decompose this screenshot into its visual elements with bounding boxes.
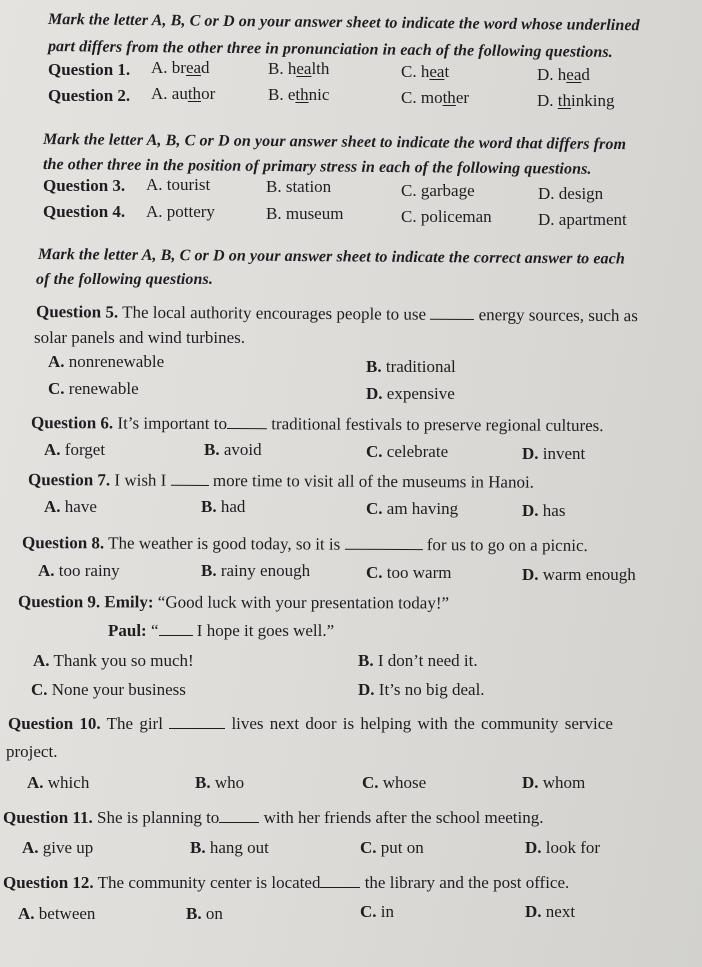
q11-option-b-letter: B. [190, 838, 206, 857]
section3-instruction-line2: of the following questions. [36, 271, 213, 288]
q2-option-b-letter: B. [268, 85, 284, 104]
question-9-speaker2: Paul: [108, 621, 147, 640]
q2-option-a-letter: A. [151, 84, 168, 103]
q1-option-a-pre: br [171, 58, 186, 77]
question-10-blank[interactable] [169, 714, 225, 729]
q2-option-d-underlined: th [557, 91, 572, 110]
question-7-stem-part1: I wish I [114, 470, 167, 490]
q12-option-a[interactable] [18, 904, 95, 924]
q7-option-a-text: have [64, 497, 97, 516]
q2-option-b-underlined: th [295, 85, 309, 104]
question-12-stem [3, 873, 569, 893]
q6-option-c[interactable] [366, 442, 448, 462]
q1-option-b-post: lth [311, 59, 330, 78]
q8-option-d-text: warm enough [542, 565, 636, 584]
question-5-stem [36, 302, 638, 326]
q1-option-c-post: t [444, 62, 450, 81]
q11-option-d[interactable] [525, 838, 600, 858]
q6-option-c-letter: C. [366, 442, 383, 461]
q4-option-b[interactable] [266, 204, 343, 224]
question-9-blank[interactable] [159, 621, 193, 636]
q9-option-c-letter: C. [31, 680, 48, 699]
q2-option-d[interactable] [537, 91, 614, 111]
question-9-label: Question 9. [17, 592, 101, 612]
q11-option-a-letter: A. [22, 838, 39, 857]
question-1 [48, 60, 130, 80]
q1-option-c-underlined: ea [429, 62, 445, 81]
q4-option-a[interactable] [146, 202, 215, 222]
q1-option-d-underlined: ea [566, 65, 582, 84]
question-9-stem [18, 592, 449, 614]
q12-option-d[interactable] [525, 902, 575, 922]
q8-option-b[interactable] [201, 561, 310, 581]
q6-option-b[interactable] [204, 440, 262, 460]
q1-option-c-letter: C. [401, 62, 417, 81]
question-4 [43, 202, 125, 222]
q12-option-d-letter: D. [525, 902, 542, 921]
question-8-blank[interactable] [345, 535, 423, 550]
q5-option-c[interactable] [48, 379, 139, 399]
question-8-label: Question 8. [21, 533, 105, 553]
q4-option-d[interactable] [538, 210, 627, 230]
question-11-stem [3, 808, 544, 828]
q10-option-a-text: which [47, 773, 90, 792]
question-12-stem-part1: The community center is located [97, 873, 321, 892]
question-9-reply [108, 621, 334, 641]
question-8-stem [22, 533, 588, 556]
question-9-line2-rest: I hope it goes well.” [196, 621, 335, 640]
q9-option-d-text: It’s no big deal. [378, 680, 485, 699]
q2-option-c-underlined: th [442, 88, 456, 107]
q1-option-a-post: d [201, 58, 210, 77]
q1-option-b-pre: h [287, 59, 297, 78]
question-10-stem-line2: project. [6, 742, 58, 761]
q12-option-c-text: in [380, 902, 395, 921]
q2-option-d-post: inking [571, 91, 615, 110]
q11-option-a-text: give up [42, 838, 94, 857]
q6-option-b-letter: B. [204, 440, 220, 459]
q1-option-b-underlined: ea [296, 59, 312, 78]
q6-option-b-text: avoid [223, 440, 262, 459]
section2-instruction-line1: Mark the letter A, B, C or D on your answer sheet to indicate the word that differs from [42, 131, 627, 154]
q5-option-c-letter: C. [48, 379, 65, 398]
q1-option-d[interactable] [537, 65, 590, 85]
question-2 [48, 86, 130, 106]
q5-option-a-text: nonrenewable [68, 352, 165, 371]
q11-option-a[interactable] [22, 838, 93, 858]
question-5-stem-part2: energy sources, such as [478, 305, 638, 326]
q5-option-d-text: expensive [386, 384, 455, 403]
q3-option-b[interactable] [266, 177, 331, 197]
q1-option-a-letter: A. [151, 58, 168, 77]
question-1-label: Question 1. [48, 60, 131, 79]
q9-option-d-letter: D. [358, 680, 375, 699]
q7-option-c-letter: C. [366, 499, 383, 518]
question-11-stem-part1: She is planning to [97, 808, 220, 827]
q4-option-c-text: policeman [420, 207, 492, 226]
question-6-stem-part2: traditional festivals to preserve regional cultures. [271, 414, 604, 435]
section3-instruction-line1: Mark the letter A, B, C or D on your answer sheet to indicate the correct answer to each [37, 246, 625, 268]
question-5-label: Question 5. [35, 302, 119, 322]
question-11-stem-part2: with her friends after the school meeting. [263, 808, 544, 827]
q10-option-c[interactable] [362, 773, 426, 793]
q1-option-c-pre: h [420, 62, 430, 81]
q5-option-a[interactable] [48, 352, 164, 372]
q8-option-d-letter: D. [522, 565, 539, 584]
q4-option-c-letter: C. [401, 207, 417, 226]
q5-option-a-letter: A. [48, 352, 65, 371]
q3-option-a-text: tourist [166, 175, 211, 194]
question-9-line2-open: “ [150, 621, 159, 640]
q6-option-a[interactable] [44, 440, 105, 460]
question-4-label: Question 4. [43, 202, 126, 221]
q3-option-d-letter: D. [538, 184, 555, 203]
q8-option-a-text: too rainy [58, 561, 120, 580]
q2-option-c-post: er [455, 88, 470, 107]
question-7-label: Question 7. [27, 470, 111, 490]
q8-option-a[interactable] [38, 561, 120, 581]
q3-option-d[interactable] [538, 184, 603, 204]
q5-option-b-letter: B. [366, 357, 382, 376]
q1-option-a-underlined: ea [185, 58, 202, 77]
question-7-stem-part2: more time to visit all of the museums in Hanoi. [212, 470, 535, 492]
q2-option-c-pre: mo [420, 88, 443, 107]
question-6-stem-part1: It’s important to [117, 413, 228, 434]
q5-option-d-letter: D. [366, 384, 383, 403]
q6-option-d-letter: D. [522, 444, 539, 463]
q10-option-b[interactable] [195, 773, 244, 793]
q2-option-b-post: nic [308, 85, 330, 104]
q12-option-b[interactable] [186, 904, 223, 924]
q4-option-a-letter: A. [146, 202, 163, 221]
q10-option-c-text: whose [382, 773, 427, 792]
q2-option-a-pre: au [171, 84, 188, 103]
question-8-stem-part1: The weather is good today, so it is [108, 533, 341, 554]
q10-option-b-text: who [214, 773, 245, 792]
question-12-blank[interactable] [320, 873, 360, 888]
q12-option-d-text: next [545, 902, 576, 921]
q4-option-a-text: pottery [166, 202, 215, 221]
q7-option-c-text: am having [386, 499, 459, 518]
q5-option-d[interactable] [366, 384, 455, 404]
q8-option-c[interactable] [366, 563, 451, 583]
q3-option-a[interactable] [146, 175, 210, 195]
q6-option-c-text: celebrate [386, 442, 449, 461]
q5-option-c-text: renewable [68, 379, 139, 398]
q1-option-a[interactable] [151, 58, 210, 78]
q11-option-b[interactable] [190, 838, 269, 858]
q6-option-d-text: invent [542, 444, 586, 463]
q10-option-d[interactable] [522, 773, 585, 793]
question-10-stem [8, 714, 613, 734]
q7-option-d-letter: D. [522, 501, 539, 520]
q6-option-a-text: forget [64, 440, 106, 459]
q12-option-a-letter: A. [18, 904, 35, 923]
q8-option-c-letter: C. [366, 563, 383, 582]
q10-option-a[interactable] [27, 773, 89, 793]
q9-option-b-letter: B. [358, 651, 374, 670]
q7-option-c[interactable] [366, 499, 458, 519]
question-11-label: Question 11. [3, 808, 93, 827]
q4-option-d-letter: D. [538, 210, 555, 229]
q7-option-b-text: had [220, 497, 246, 516]
q2-option-c[interactable] [401, 88, 469, 108]
q1-option-c[interactable] [401, 62, 449, 82]
question-5-stem-part1: The local authority encourages people to use [122, 302, 427, 324]
section1-instruction-line1: Mark the letter A, B, C or D on your answer sheet to indicate the word whose underlined [47, 11, 640, 35]
q3-option-c[interactable] [401, 181, 475, 201]
q5-option-b-text: traditional [385, 357, 456, 376]
q10-option-c-letter: C. [362, 773, 379, 792]
q2-option-a-underlined: th [187, 84, 202, 103]
q2-option-b-pre: e [287, 85, 296, 104]
question-10-stem-part2: lives next door is helping with the community service [231, 714, 613, 733]
question-10-label: Question 10. [8, 714, 101, 733]
question-8-stem-part2: for us to go on a picnic. [426, 535, 588, 555]
question-3-label: Question 3. [43, 176, 126, 195]
question-6-stem [31, 413, 604, 436]
q9-option-a[interactable] [33, 651, 194, 671]
question-10-stem-part1: The girl [106, 714, 163, 733]
question-12-label: Question 12. [3, 873, 94, 892]
q7-option-a-letter: A. [44, 497, 61, 516]
q2-option-a-post: or [201, 84, 216, 103]
q2-option-d-letter: D. [537, 91, 554, 110]
q3-option-a-letter: A. [146, 175, 163, 194]
q10-option-a-letter: A. [27, 773, 44, 792]
q7-option-a[interactable] [44, 497, 97, 517]
q12-option-b-letter: B. [186, 904, 202, 923]
q2-option-a[interactable] [151, 84, 215, 104]
question-7-stem [28, 470, 534, 493]
q9-option-d[interactable] [358, 680, 485, 700]
q10-option-b-letter: B. [195, 773, 211, 792]
q8-option-a-letter: A. [38, 561, 55, 580]
q12-option-c[interactable] [360, 902, 394, 922]
q9-option-a-text: Thank you so much! [53, 651, 194, 670]
question-7-blank[interactable] [171, 471, 209, 486]
question-6-blank[interactable] [227, 414, 267, 429]
q9-option-c-text: None your business [51, 680, 186, 699]
question-12-stem-part2: the library and the post office. [364, 873, 570, 892]
q3-option-b-letter: B. [266, 177, 282, 196]
q4-option-c[interactable] [401, 207, 492, 227]
q7-option-d[interactable] [522, 501, 565, 521]
q11-option-c-letter: C. [360, 838, 377, 857]
q6-option-d[interactable] [522, 444, 585, 464]
q10-option-d-text: whom [542, 773, 586, 792]
question-9-line1: “Good luck with your presentation today!” [157, 592, 450, 613]
q1-option-d-letter: D. [537, 65, 554, 84]
q10-option-d-letter: D. [522, 773, 539, 792]
q3-option-d-text: design [558, 184, 604, 203]
question-2-label: Question 2. [48, 86, 131, 105]
q6-option-a-letter: A. [44, 440, 61, 459]
q1-option-b[interactable] [268, 59, 329, 79]
q8-option-b-letter: B. [201, 561, 217, 580]
q4-option-b-text: museum [285, 204, 344, 223]
q12-option-a-text: between [38, 904, 96, 923]
q8-option-c-text: too warm [386, 563, 452, 582]
question-9-speaker1: Emily: [104, 592, 154, 612]
question-11-blank[interactable] [219, 808, 259, 823]
q9-option-c[interactable] [31, 680, 186, 700]
q11-option-d-text: look for [545, 838, 601, 857]
question-5-stem-line2: solar panels and wind turbines. [34, 328, 246, 347]
q4-option-b-letter: B. [266, 204, 282, 223]
q5-option-b[interactable] [366, 357, 456, 377]
q2-option-b[interactable] [268, 85, 329, 105]
q2-option-c-letter: C. [401, 88, 417, 107]
q9-option-a-letter: A. [33, 651, 50, 670]
q3-option-c-letter: C. [401, 181, 417, 200]
q1-option-d-pre: h [557, 65, 567, 84]
q3-option-b-text: station [285, 177, 332, 196]
q11-option-c-text: put on [380, 838, 424, 857]
section1-instruction-line2: part differs from the other three in pronunciation in each of the following questions. [47, 38, 613, 61]
question-6-label: Question 6. [30, 413, 114, 433]
q12-option-b-text: on [205, 904, 223, 923]
question-3 [43, 176, 125, 196]
q8-option-b-text: rainy enough [220, 561, 311, 580]
q1-option-b-letter: B. [268, 59, 284, 78]
q7-option-b-letter: B. [201, 497, 217, 516]
q3-option-c-text: garbage [420, 181, 475, 200]
q9-option-b-text: I don’t need it. [377, 651, 478, 670]
q4-option-d-text: apartment [558, 210, 627, 229]
q7-option-b[interactable] [201, 497, 245, 517]
q11-option-d-letter: D. [525, 838, 542, 857]
q11-option-c[interactable] [360, 838, 424, 858]
question-5-blank[interactable] [430, 305, 474, 320]
section2-instruction-line2: the other three in the position of primary stress in each of the following questions. [42, 156, 592, 178]
q8-option-d[interactable] [522, 565, 636, 585]
q9-option-b[interactable] [358, 651, 478, 671]
q7-option-d-text: has [542, 501, 566, 520]
q1-option-d-post: d [581, 65, 590, 84]
q12-option-c-letter: C. [360, 902, 377, 921]
q11-option-b-text: hang out [209, 838, 269, 857]
